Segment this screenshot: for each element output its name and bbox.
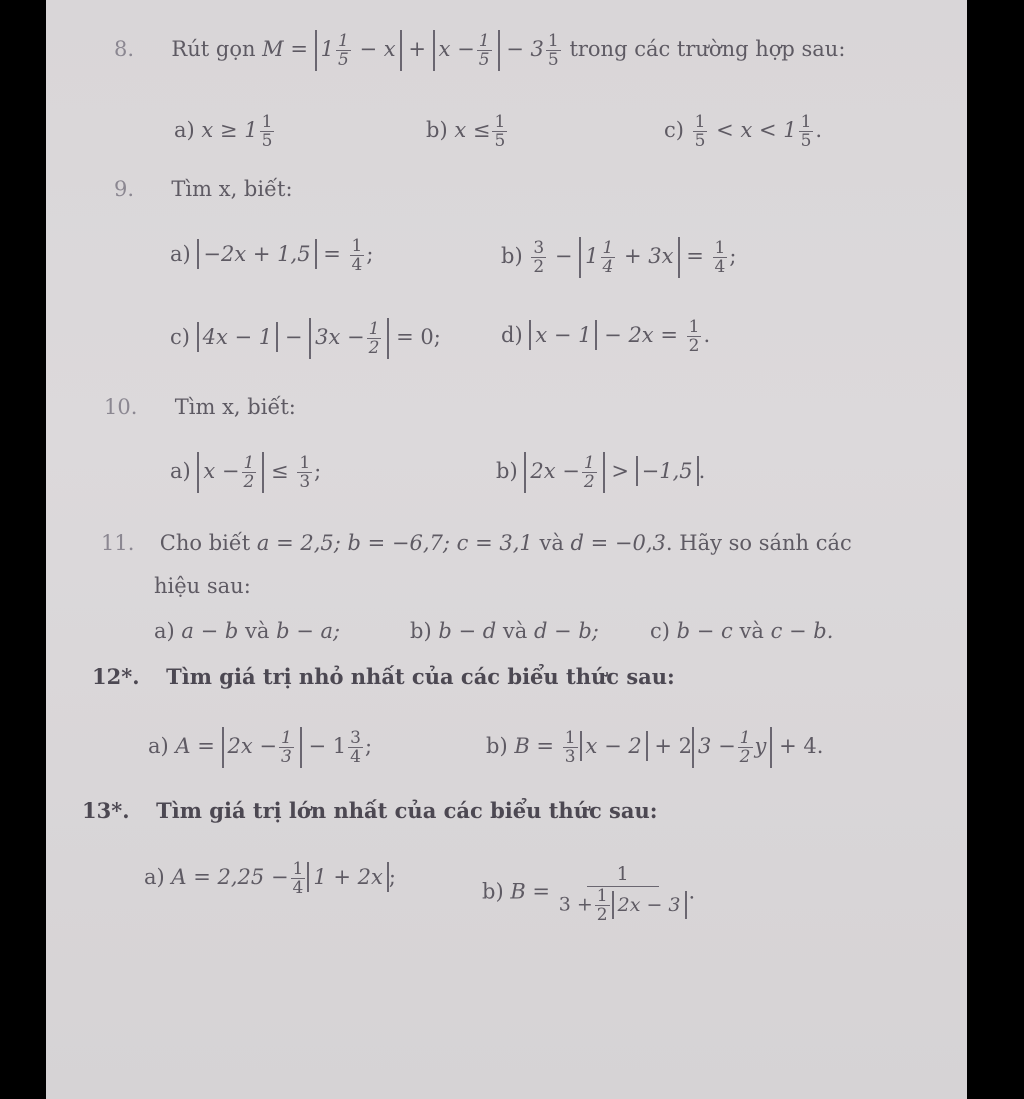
numerator: 1 xyxy=(714,238,726,258)
numerator: 1 xyxy=(351,236,363,256)
numerator: 1 xyxy=(547,31,559,51)
problem-9-part-b xyxy=(501,237,736,278)
problem-text: Cho biết xyxy=(159,531,251,555)
expr-text: = xyxy=(686,244,704,268)
expr-text: c − b. xyxy=(770,619,834,643)
expr-text: > xyxy=(611,459,629,483)
abs-value: −2x + 1,5 xyxy=(197,239,316,269)
expr-text: y xyxy=(754,734,767,758)
expr-text: + 2 xyxy=(654,734,693,758)
problem-10-statement xyxy=(104,394,296,420)
fraction xyxy=(242,454,257,491)
expr-text: = 0; xyxy=(396,325,441,349)
expr-text: + xyxy=(408,37,426,61)
expr-text: ; xyxy=(366,242,374,266)
fraction xyxy=(348,729,363,766)
part-label: a) xyxy=(148,734,169,758)
expr-text: x ≤ xyxy=(454,118,491,142)
numerator: 1 xyxy=(243,453,255,473)
expr-text: . xyxy=(698,459,706,483)
numerator: 1 xyxy=(596,886,608,906)
expr-text: b − c xyxy=(676,619,733,643)
fraction xyxy=(601,239,616,276)
expr-text: b − d xyxy=(438,619,497,643)
problem-12-part-b xyxy=(486,727,823,768)
problem-number: 11. xyxy=(101,531,135,555)
expr-text: < x < 1 xyxy=(716,118,797,142)
numerator: 1 xyxy=(281,728,292,748)
abs-value: 4x − 1 xyxy=(197,322,279,352)
fraction xyxy=(563,729,578,766)
denominator: 4 xyxy=(602,257,614,277)
denominator: 2 xyxy=(688,336,700,356)
fraction xyxy=(297,454,312,491)
part-label: a) xyxy=(170,459,191,483)
expr-text: A = xyxy=(175,734,215,758)
expr-text: d = −0,3 xyxy=(570,531,666,555)
fraction xyxy=(531,239,546,276)
abs-value xyxy=(433,30,500,71)
fraction xyxy=(738,729,753,766)
expr-text: 3 − xyxy=(698,734,736,758)
expr-text: − x xyxy=(359,37,396,61)
denominator: 2 xyxy=(739,747,751,767)
part-label: a) xyxy=(170,242,191,266)
expr-text: 3x − xyxy=(315,325,365,349)
problem-number: 9. xyxy=(114,177,135,201)
problem-9-part-a xyxy=(170,237,373,274)
expr-text: a = 2,5; b = −6,7; c = 3,1 xyxy=(256,531,533,555)
expr-text: B = xyxy=(510,879,551,904)
part-label: d) xyxy=(501,323,523,347)
denominator: 5 xyxy=(338,50,349,70)
problem-text: và xyxy=(245,619,270,643)
denominator: 5 xyxy=(800,131,812,151)
denominator: 5 xyxy=(478,50,490,70)
expr-text: ; xyxy=(388,865,396,889)
problem-8-part-c xyxy=(664,113,822,150)
numerator: 1 xyxy=(587,862,659,887)
denominator: 5 xyxy=(261,131,273,151)
expr-text: . xyxy=(815,118,823,142)
expr-text: . xyxy=(703,323,711,347)
denominator: 5 xyxy=(494,131,506,151)
abs-value: −1,5 xyxy=(636,456,699,486)
problem-tail: trong các trường hợp sau: xyxy=(569,37,846,61)
numerator: 1 xyxy=(583,453,595,473)
abs-value xyxy=(315,30,402,71)
part-label: c) xyxy=(650,619,670,643)
abs-value xyxy=(309,318,389,359)
expr-text: M = xyxy=(262,37,308,61)
fraction xyxy=(350,237,365,274)
problem-text: và xyxy=(739,619,764,643)
expr-text: − xyxy=(554,244,573,268)
problem-9-part-c xyxy=(170,318,441,359)
numerator: 3 xyxy=(350,728,361,748)
denominator: 3 xyxy=(281,747,292,767)
problem-13-part-a xyxy=(144,860,396,897)
abs-value xyxy=(524,452,604,493)
expr-text: ; xyxy=(365,734,373,758)
numerator: 1 xyxy=(338,31,349,51)
expr-text: ; xyxy=(314,459,322,483)
numerator: 1 xyxy=(602,238,614,258)
problem-12-statement xyxy=(92,664,675,690)
numerator: 1 xyxy=(739,728,751,748)
denominator: 5 xyxy=(547,50,559,70)
problem-number: 8. xyxy=(114,37,135,61)
numerator: 1 xyxy=(478,31,490,51)
fraction xyxy=(492,113,507,150)
denominator: 2 xyxy=(368,338,380,358)
part-label: b) xyxy=(501,244,523,268)
denominator: 3 xyxy=(564,747,576,767)
abs-value: 2x − 3 xyxy=(612,891,687,919)
problem-number: 13*. xyxy=(82,798,130,823)
abs-value: 1 + 2x xyxy=(307,862,389,892)
abs-value xyxy=(222,727,302,768)
problem-13-statement xyxy=(82,798,658,824)
expr-text: ≤ xyxy=(271,459,289,483)
problem-12-part-a xyxy=(148,727,372,768)
fraction xyxy=(713,239,728,276)
problem-8-part-a xyxy=(174,113,276,150)
problem-title: Tìm x, biết: xyxy=(174,395,296,419)
part-label: a) xyxy=(154,619,175,643)
big-fraction xyxy=(559,862,687,924)
problem-9-statement xyxy=(114,176,293,202)
denominator: 4 xyxy=(351,255,363,275)
expr-text: − 2x = xyxy=(604,323,678,347)
abs-value xyxy=(197,452,264,493)
expr-text: . xyxy=(688,879,696,904)
expr-text: + 3x xyxy=(624,244,674,268)
fraction xyxy=(687,318,702,355)
numerator: 3 xyxy=(533,238,545,258)
fraction xyxy=(260,113,275,150)
numerator: 1 xyxy=(261,112,273,132)
fraction xyxy=(799,113,814,150)
part-label: b) xyxy=(482,879,504,904)
denominator: 2 xyxy=(533,257,545,277)
expr-text: A = 2,25 − xyxy=(171,865,289,889)
abs-value xyxy=(579,237,679,278)
problem-8-part-b xyxy=(426,113,509,150)
numerator: 1 xyxy=(292,859,304,879)
denominator: 2 xyxy=(243,472,255,492)
part-label: b) xyxy=(426,118,448,142)
textbook-page xyxy=(46,0,967,1099)
expr-text: ; xyxy=(729,244,737,268)
expr-text: b − a; xyxy=(276,619,341,643)
numerator: 1 xyxy=(368,319,380,339)
fraction xyxy=(367,320,382,357)
expr-text: 1 xyxy=(585,244,599,268)
expr-text: − 1 xyxy=(308,734,347,758)
problem-title: Tìm giá trị lớn nhất của các biểu thức sau: xyxy=(156,798,658,823)
expr-text: B = xyxy=(514,734,555,758)
part-label: c) xyxy=(170,325,190,349)
part-label: b) xyxy=(486,734,508,758)
fraction xyxy=(546,32,561,69)
fraction xyxy=(291,860,306,897)
expr-text: 1 xyxy=(320,37,335,61)
expr-text: x − xyxy=(438,37,475,61)
problem-title: Tìm x, biết: xyxy=(171,177,293,201)
denominator xyxy=(559,887,687,924)
fraction xyxy=(279,729,294,766)
expr-text: − xyxy=(284,325,303,349)
problem-10-part-a xyxy=(170,452,321,493)
problem-11-continuation xyxy=(154,573,251,599)
numerator: 1 xyxy=(800,112,812,132)
problem-text: và xyxy=(539,531,564,555)
fraction xyxy=(477,32,492,69)
part-label: b) xyxy=(410,619,432,643)
denominator: 5 xyxy=(694,131,706,151)
fraction xyxy=(336,32,351,69)
problem-text: và xyxy=(502,619,528,643)
part-label: a) xyxy=(144,865,165,889)
expr-text: 3 + xyxy=(558,893,593,916)
problem-text: hiệu sau: xyxy=(154,574,251,598)
problem-title: Tìm giá trị nhỏ nhất của các biểu thức sau: xyxy=(166,664,675,689)
numerator: 1 xyxy=(564,728,576,748)
expr-text: d − b; xyxy=(533,619,599,643)
problem-11-part-c xyxy=(650,618,833,644)
expr-text: x − xyxy=(203,459,240,483)
expr-text: x ≥ 1 xyxy=(201,118,258,142)
expr-text: + 4. xyxy=(779,734,824,758)
abs-value: x − 2 xyxy=(580,731,648,761)
numerator: 1 xyxy=(688,317,700,337)
denominator: 2 xyxy=(583,472,595,492)
expr-text: 2x − xyxy=(530,459,580,483)
problem-11-statement xyxy=(101,530,852,556)
fraction xyxy=(595,887,610,924)
problem-number: 12*. xyxy=(92,664,140,689)
problem-13-part-b xyxy=(482,862,695,924)
fraction xyxy=(693,113,708,150)
expr-text: a − b xyxy=(181,619,239,643)
expr-text: − 3 xyxy=(506,37,544,61)
problem-8-statement xyxy=(114,30,845,71)
denominator: 3 xyxy=(299,472,311,492)
abs-value xyxy=(692,727,772,768)
numerator: 1 xyxy=(694,112,706,132)
numerator: 1 xyxy=(494,112,506,132)
part-label: b) xyxy=(496,459,518,483)
numerator: 1 xyxy=(299,453,311,473)
problem-text: . Hãy so sánh các xyxy=(665,531,852,555)
problem-9-part-d xyxy=(501,318,710,355)
abs-value: x − 1 xyxy=(529,320,597,350)
denominator: 4 xyxy=(350,747,361,767)
problem-11-part-b xyxy=(410,618,599,644)
part-label: a) xyxy=(174,118,195,142)
denominator: 4 xyxy=(714,257,726,277)
problem-11-part-a xyxy=(154,618,340,644)
denominator: 2 xyxy=(596,905,608,925)
denominator: 4 xyxy=(292,878,304,898)
fraction xyxy=(582,454,597,491)
problem-number: 10. xyxy=(104,395,138,419)
expr-text: 2x − xyxy=(227,734,278,758)
part-label: c) xyxy=(664,118,684,142)
problem-lead: Rút gọn xyxy=(171,37,256,61)
problem-10-part-b xyxy=(496,452,705,493)
expr-text: = xyxy=(323,242,341,266)
